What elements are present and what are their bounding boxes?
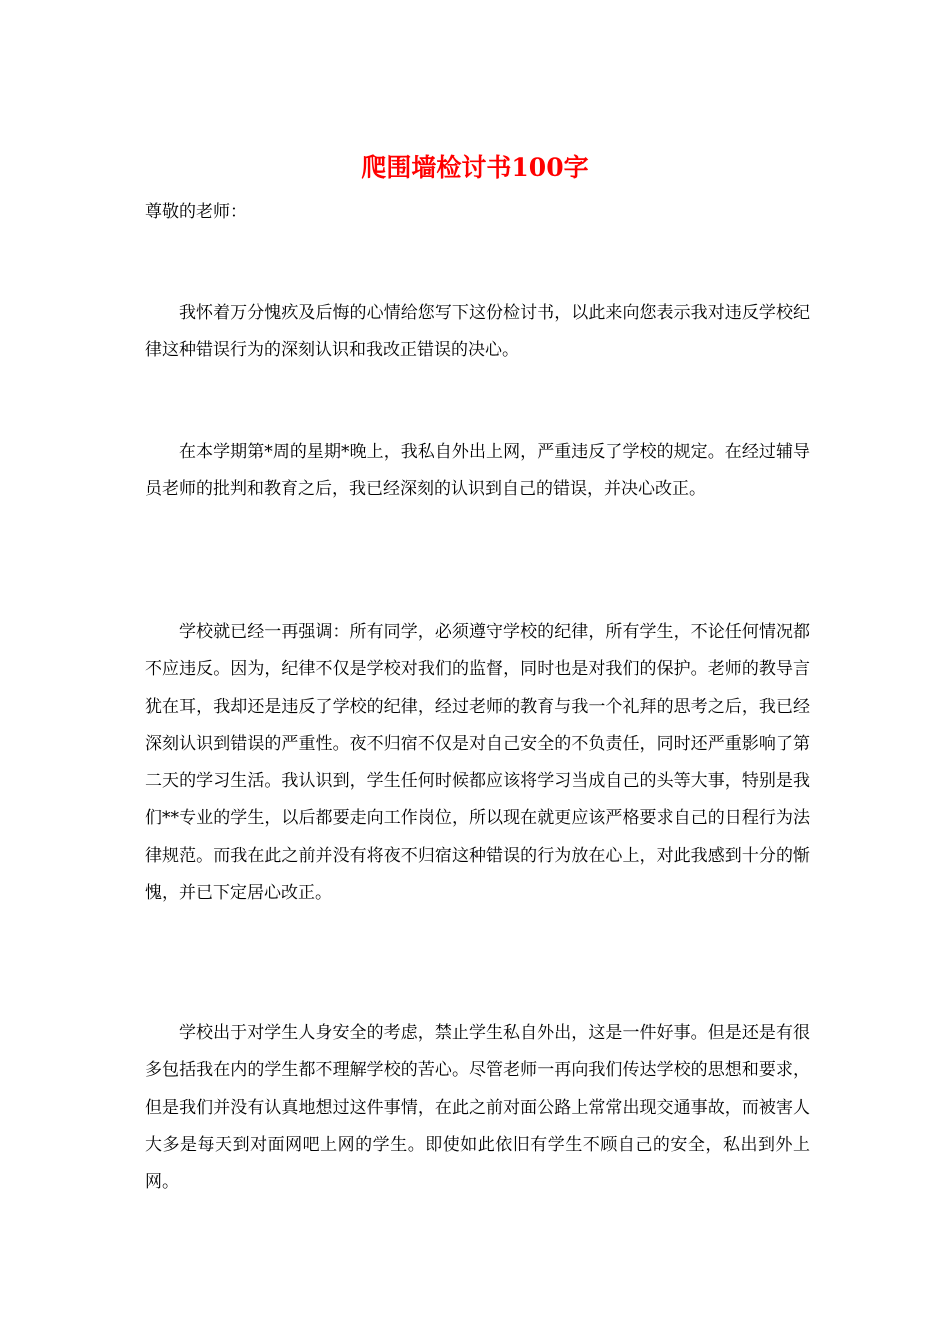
paragraph-2: 在本学期第*周的星期*晚上，我私自外出上网，严重违反了学校的规定。在经过辅导员老师的批判和教育之后，我已经深刻的认识到自己的错误，并决心改正。 (145, 442, 810, 500)
paragraph-1: 我怀着万分愧疚及后悔的心情给您写下这份检讨书，以此来向您表示我对违反学校纪律这种错误行为的深刻认识和我改正错误的决心。 (145, 303, 810, 361)
salutation: 尊敬的老师： (145, 202, 247, 222)
paragraph-4: 学校出于对学生人身安全的考虑，禁止学生私自外出，这是一件好事。但是还是有很多包括我在内的学生都不理解学校的苦心。尽管老师一再向我们传达学校的思想和要求，但是我们并没有认真地想过这件事情，在此之前对面公路上常常出现交通事故，而被害人大多是每天到对面网吧上网的学生。即使如此依旧有学生不顾自己的安全，私出到外上网。 (145, 1023, 810, 1193)
paragraph-3: 学校就已经一再强调：所有同学，必须遵守学校的纪律，所有学生，不论任何情况都不应违反。因为，纪律不仅是学校对我们的监督，同时也是对我们的保护。老师的教导言犹在耳，我却还是违反了学校的纪律，经过老师的教育与我一个礼拜的思考之后，我已经深刻认识到错误的严重性。夜不归宿不仅是对自己安全的不负责任，同时还严重影响了第二天的学习生活。我认识到，学生任何时候都应该将学习当成自己的头等大事，特别是我们**专业的学生，以后都要走向工作岗位，所以现在就更应该严格要求自己的日程行为法律规范。而我在此之前并没有将夜不归宿这种错误的行为放在心上，对此我感到十分的惭愧，并已下定居心改正。 (145, 622, 810, 904)
document-title: 爬围墙检讨书100字 (361, 153, 589, 182)
